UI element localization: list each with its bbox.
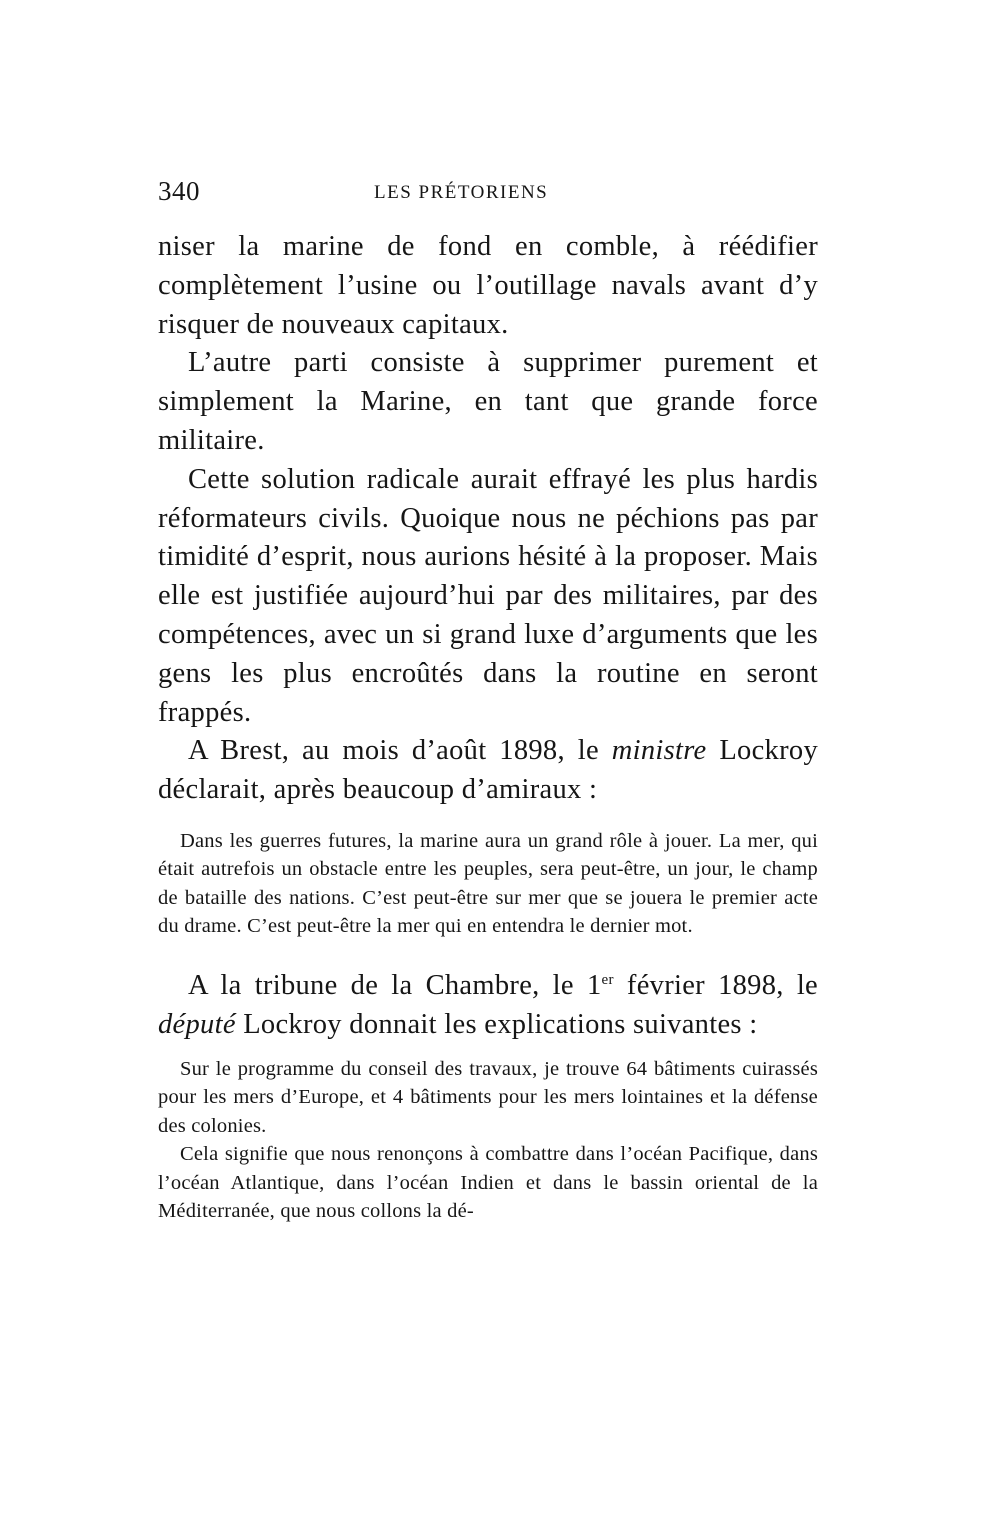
paragraph-5-italic: député <box>158 1008 236 1040</box>
paragraph-1: niser la marine de fond en comble, à réédifier complètement l’usine ou l’outillage navals avant d’y risquer de nouveaux capitaux. <box>158 231 818 340</box>
page-number: 340 <box>158 176 200 206</box>
paragraph-5-superscript: er <box>601 971 614 988</box>
block-quote-3: Cela signifie que nous renonçons à combattre dans l’océan Pacifique, dans l’océan Atlantique, dans l’océan Indien et dans le bassin oriental de la Méditerranée, que nous collons la dé- <box>158 1143 818 1223</box>
running-title: LES PRÉTORIENS <box>374 182 549 203</box>
paragraph-4-text-a: A Brest, au mois d’août 1898, le <box>188 735 612 767</box>
page-body <box>158 228 818 1226</box>
paragraph-5-text-b: février 1898, le <box>613 969 818 1001</box>
page-header <box>158 176 820 212</box>
paragraph-4-text-b: Lockroy déclarait, après beaucoup d’amiraux : <box>158 735 818 806</box>
paragraph-4-italic: ministre <box>611 735 707 767</box>
paragraph-4 <box>158 732 818 810</box>
main-text <box>158 228 818 810</box>
paragraph-5-text-a: A la tribune de la Chambre, le 1 <box>188 969 602 1001</box>
block-quote-2: Sur le programme du conseil des travaux, je trouve 64 bâtiments cuirassés pour les mers d’Europe, et 4 bâtiments pour les mers lointaines et la défense des colonies. <box>158 1057 818 1137</box>
paragraph-2: L’autre parti consiste à supprimer purement et simplement la Marine, en tant que grande force militaire. <box>158 347 818 456</box>
main-text-2 <box>158 967 818 1045</box>
paragraph-5 <box>158 967 818 1045</box>
block-quote-1: Dans les guerres futures, la marine aura un grand rôle à jouer. La mer, qui était autrefois un obstacle entre les peuples, sera peut-être, un jour, le champ de bataille des nations. C’est peut-être sur mer que se jouera le premier acte du drame. C’est peut-être la mer qui en entendra le dernier mot. <box>158 829 818 938</box>
paragraph-5-text-c: Lockroy donnait les explications suivantes : <box>235 1008 758 1040</box>
paragraph-3: Cette solution radicale aurait effrayé les plus hardis réformateurs civils. Quoique nous ne péchions pas par timidité d’esprit, nous aurions hésité à la proposer. Mais elle est justifiée aujourd’hui par des militaires, par des compétences, avec un si grand luxe d’arguments que les gens les plus encroûtés dans la routine en seront frappés. <box>158 463 818 728</box>
